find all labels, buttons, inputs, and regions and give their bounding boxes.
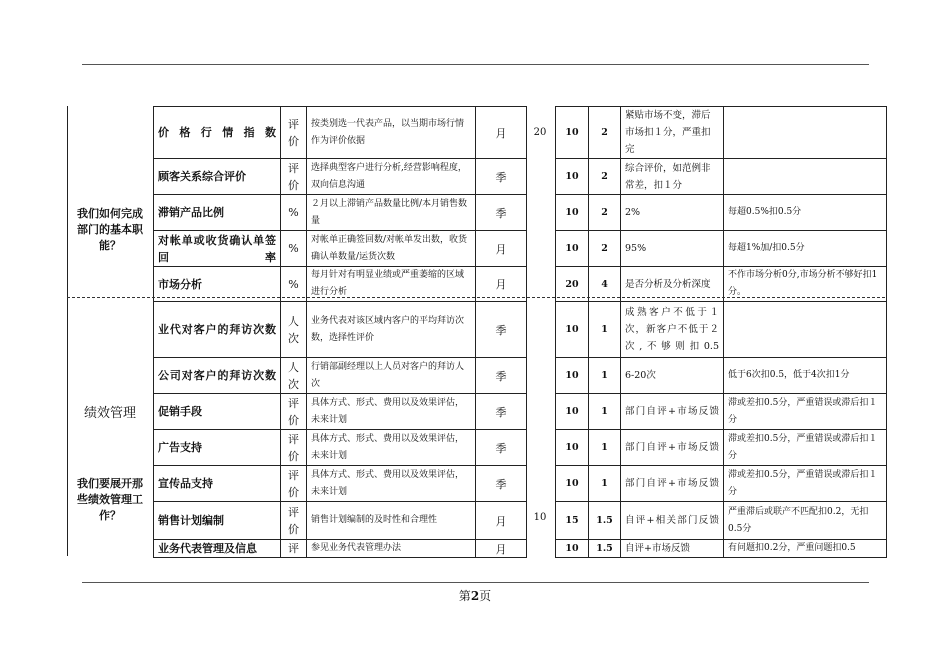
section-title: 绩效管理	[83, 406, 136, 421]
section-divider	[67, 297, 885, 298]
kpi-deduction	[724, 302, 887, 358]
kpi-weight: 2	[589, 195, 621, 231]
weight-row-1: 20	[533, 127, 547, 138]
kpi-method: 评价	[281, 466, 307, 502]
kpi-weight: 2	[589, 107, 621, 159]
kpi-description: 具体方式、形式、费用以及效果评估，未来计划	[307, 466, 476, 502]
kpi-name: 促销手段	[154, 394, 281, 430]
kpi-frequency: 季	[476, 430, 527, 466]
kpi-name: 业务代表管理及信息	[154, 540, 281, 558]
kpi-deduction: 滞或差扣0.5分，严重错误或滞后扣１分	[724, 466, 887, 502]
kpi-frequency: 季	[476, 358, 527, 394]
kpi-standard: 部门自评+市场反馈	[621, 430, 724, 466]
kpi-deduction: 低于6次扣0.5，低于4次扣1分	[724, 358, 887, 394]
kpi-frequency: 月	[476, 267, 527, 302]
kpi-row	[154, 502, 527, 540]
kpi-name: 滞销产品比例	[154, 195, 281, 231]
kpi-standard: 是否分析及分析深度	[621, 267, 724, 302]
kpi-score-row	[556, 107, 887, 159]
kpi-standard: 综合评价，如范例非常差，扣１分	[621, 159, 724, 195]
question-performance-work: 我们要展开那些绩效管理工作？	[77, 477, 143, 522]
kpi-method: 评价	[281, 107, 307, 159]
kpi-weight: 2	[589, 159, 621, 195]
kpi-score-row	[556, 195, 887, 231]
kpi-frequency: 月	[476, 107, 527, 159]
kpi-deduction	[724, 159, 887, 195]
kpi-standard: 成熟客户不低于１次，新客户不低于２次,不够则扣0.5	[621, 302, 724, 358]
kpi-name: 业代对客户的拜访次数	[154, 302, 281, 358]
kpi-row	[154, 195, 527, 231]
kpi-description: 具体方式、形式、费用以及效果评估，未来计划	[307, 430, 476, 466]
kpi-row	[154, 540, 527, 558]
kpi-description: 对帐单正确签回数/对帐单发出数，收货确认单数量/运货次数	[307, 231, 476, 267]
kpi-weight: 2	[589, 231, 621, 267]
kpi-score-row	[556, 358, 887, 394]
kpi-method: 评价	[281, 502, 307, 540]
kpi-method: 人次	[281, 302, 307, 358]
kpi-frequency: 月	[476, 540, 527, 558]
kpi-row	[154, 107, 527, 159]
kpi-row	[154, 466, 527, 502]
kpi-row	[154, 231, 527, 267]
kpi-weight: 1	[589, 358, 621, 394]
kpi-method: 人次	[281, 358, 307, 394]
kpi-frequency: 季	[476, 159, 527, 195]
kpi-standard: 部门自评+市场反馈	[621, 394, 724, 430]
kpi-description: 行销部副经理以上人员对客户的拜访人次	[307, 358, 476, 394]
kpi-score-row	[556, 430, 887, 466]
weight-row-12: 10	[533, 512, 547, 523]
kpi-method: %	[281, 195, 307, 231]
page-number: 第2页	[458, 589, 492, 603]
kpi-score: 10	[556, 302, 589, 358]
kpi-deduction: 严重滞后或联产不匹配扣0.2，无扣0.5分	[724, 502, 887, 540]
kpi-score-row	[556, 502, 887, 540]
kpi-standard: 自评+相关部门反馈	[621, 502, 724, 540]
kpi-weight: 1.5	[589, 540, 621, 558]
kpi-description: 业务代表对该区域内客户的平均拜访次数，选择性评价	[307, 302, 476, 358]
kpi-score-row	[556, 540, 887, 558]
kpi-score: 10	[556, 358, 589, 394]
kpi-standard: 2%	[621, 195, 724, 231]
kpi-row	[154, 430, 527, 466]
question-basic-functions: 我们如何完成部门的基本职能？	[77, 207, 143, 252]
kpi-deduction: 每超1%加/扣0.5分	[724, 231, 887, 267]
kpi-score: 10	[556, 466, 589, 502]
kpi-description: 每月针对有明显业绩或严重萎缩的区域进行分析	[307, 267, 476, 302]
kpi-name: 价格行情指数	[154, 107, 281, 159]
kpi-method: 评价	[281, 430, 307, 466]
kpi-score: 10	[556, 540, 589, 558]
kpi-deduction	[724, 107, 887, 159]
kpi-table-left	[153, 106, 527, 558]
kpi-row	[154, 358, 527, 394]
kpi-score: 10	[556, 394, 589, 430]
kpi-deduction: 有问题扣0.2分，严重问题扣0.5	[724, 540, 887, 558]
header-rule	[82, 64, 869, 65]
kpi-frequency: 月	[476, 502, 527, 540]
kpi-standard: 部门自评+市场反馈	[621, 466, 724, 502]
kpi-method: 评价	[281, 159, 307, 195]
kpi-weight: 4	[589, 267, 621, 302]
kpi-frequency: 季	[476, 302, 527, 358]
kpi-standard: 紧贴市场不变，滞后市场扣１分，严重扣完	[621, 107, 724, 159]
kpi-standard: 6-20次	[621, 358, 724, 394]
kpi-description: 参见业务代表管理办法	[307, 540, 476, 558]
kpi-name: 顾客关系综合评价	[154, 159, 281, 195]
kpi-weight: 1	[589, 394, 621, 430]
kpi-name: 销售计划编制	[154, 502, 281, 540]
kpi-deduction: 滞或差扣0.5分，严重错误或滞后扣１分	[724, 394, 887, 430]
kpi-description: 销售计划编制的及时性和合理性	[307, 502, 476, 540]
kpi-score-row	[556, 302, 887, 358]
footer-rule	[82, 582, 869, 583]
kpi-score: 10	[556, 107, 589, 159]
kpi-score: 10	[556, 231, 589, 267]
kpi-score: 10	[556, 159, 589, 195]
kpi-deduction: 每超0.5%扣0.5分	[724, 195, 887, 231]
kpi-frequency: 季	[476, 466, 527, 502]
kpi-weight: 1	[589, 466, 621, 502]
kpi-name: 市场分析	[154, 267, 281, 302]
kpi-weight: 1	[589, 430, 621, 466]
kpi-standard: 95%	[621, 231, 724, 267]
kpi-row	[154, 394, 527, 430]
kpi-score-row	[556, 159, 887, 195]
kpi-row	[154, 302, 527, 358]
kpi-method: 评价	[281, 394, 307, 430]
kpi-score: 15	[556, 502, 589, 540]
kpi-score: 10	[556, 430, 589, 466]
kpi-score: 10	[556, 195, 589, 231]
kpi-name: 对帐单或收货确认单签回率	[154, 231, 281, 267]
kpi-method: %	[281, 231, 307, 267]
kpi-deduction: 滞或差扣0.5分，严重错误或滞后扣１分	[724, 430, 887, 466]
kpi-standard: 自评+市场反馈	[621, 540, 724, 558]
kpi-frequency: 季	[476, 394, 527, 430]
kpi-frequency: 季	[476, 195, 527, 231]
kpi-score-row	[556, 231, 887, 267]
kpi-score-row	[556, 466, 887, 502]
kpi-method: %	[281, 267, 307, 302]
kpi-score-row	[556, 394, 887, 430]
kpi-table-right	[555, 106, 887, 558]
kpi-description: ２月以上滞销产品数量比例/本月销售数量	[307, 195, 476, 231]
kpi-score: 20	[556, 267, 589, 302]
kpi-frequency: 月	[476, 231, 527, 267]
kpi-name: 宣传品支持	[154, 466, 281, 502]
kpi-weight: 1.5	[589, 502, 621, 540]
kpi-deduction: 不作市场分析0分,市场分析不够好扣1分。	[724, 267, 887, 302]
kpi-method: 评	[281, 540, 307, 558]
kpi-row	[154, 159, 527, 195]
kpi-name: 广告支持	[154, 430, 281, 466]
kpi-description: 选择典型客户进行分析,经营影响程度，双向信息沟通	[307, 159, 476, 195]
kpi-name: 公司对客户的拜访次数	[154, 358, 281, 394]
page-number-value: 2	[470, 589, 480, 603]
kpi-weight: 1	[589, 302, 621, 358]
kpi-description: 具体方式、形式、费用以及效果评估，未来计划	[307, 394, 476, 430]
kpi-description: 按类别选一代表产品，以当期市场行情作为评价依据	[307, 107, 476, 159]
